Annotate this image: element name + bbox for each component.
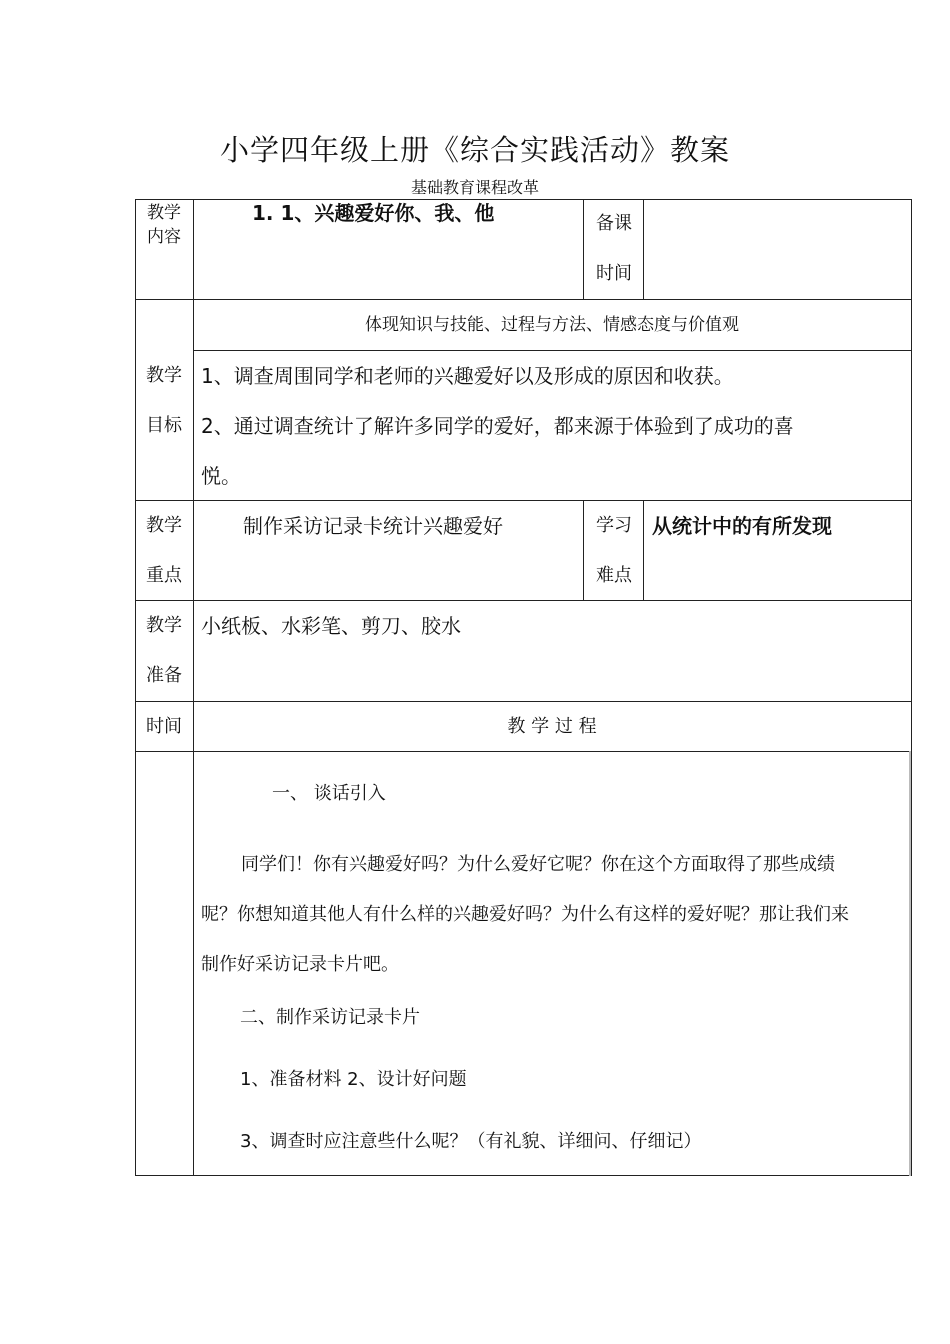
materials-value: 小纸板、水彩笔、剪刀、胶水 (201, 614, 461, 638)
step-3: 3、调查时应注意些什么呢？（有礼貌、详细问、仔细记） (240, 1131, 702, 1152)
section-1-title: 一、 谈话引入 (272, 783, 386, 804)
table-border-right (911, 199, 912, 1176)
key-point-value: 制作采访记录卡统计兴趣爱好 (243, 514, 503, 538)
time-label: 时间 (146, 716, 182, 737)
table-border-bottom (135, 1175, 912, 1176)
materials-label: 教学 准备 (146, 615, 182, 686)
document-title: 小学四年级上册《综合实践活动》教案 (219, 133, 730, 167)
difficulty-label: 学习 难点 (596, 515, 632, 586)
goal-item-1: 1、调查周围同学和老师的兴趣爱好以及形成的原因和收获。 (201, 364, 734, 388)
goals-label: 教学 目标 (146, 365, 182, 436)
lesson-topic: 1. 1、兴趣爱好你、我、他 (252, 201, 495, 225)
goal-item-2: 2、通过调查统计了解许多同学的爱好，都来源于体验到了成功的喜 悦。 (201, 414, 794, 488)
step-1-2: 1、准备材料 2、设计好问题 (240, 1069, 467, 1090)
intro-paragraph: 同学们！你有兴趣爱好吗？为什么爱好它呢？你在这个方面取得了那些成绩 呢？你想知道其他人有什么样的兴趣爱好吗？为什么有这样的爱好呢？那让我们来 制作好采访记录卡片吧。 (201, 854, 849, 975)
section-2-title: 二、制作采访记录卡片 (240, 1007, 420, 1028)
content-label: 教学 内容 (147, 203, 181, 247)
table-shadow-edge (909, 751, 911, 1176)
difficulty-value: 从统计中的有所发现 (652, 514, 832, 538)
key-point-label: 教学 重点 (146, 515, 182, 586)
process-header: 教 学 过 程 (507, 716, 597, 737)
document-subtitle: 基础教育课程改革 (410, 178, 539, 197)
prep-time-label: 备课 时间 (596, 213, 632, 284)
table-border-left (135, 199, 136, 1176)
goals-header: 体现知识与技能、过程与方法、情感态度与价值观 (365, 315, 739, 335)
